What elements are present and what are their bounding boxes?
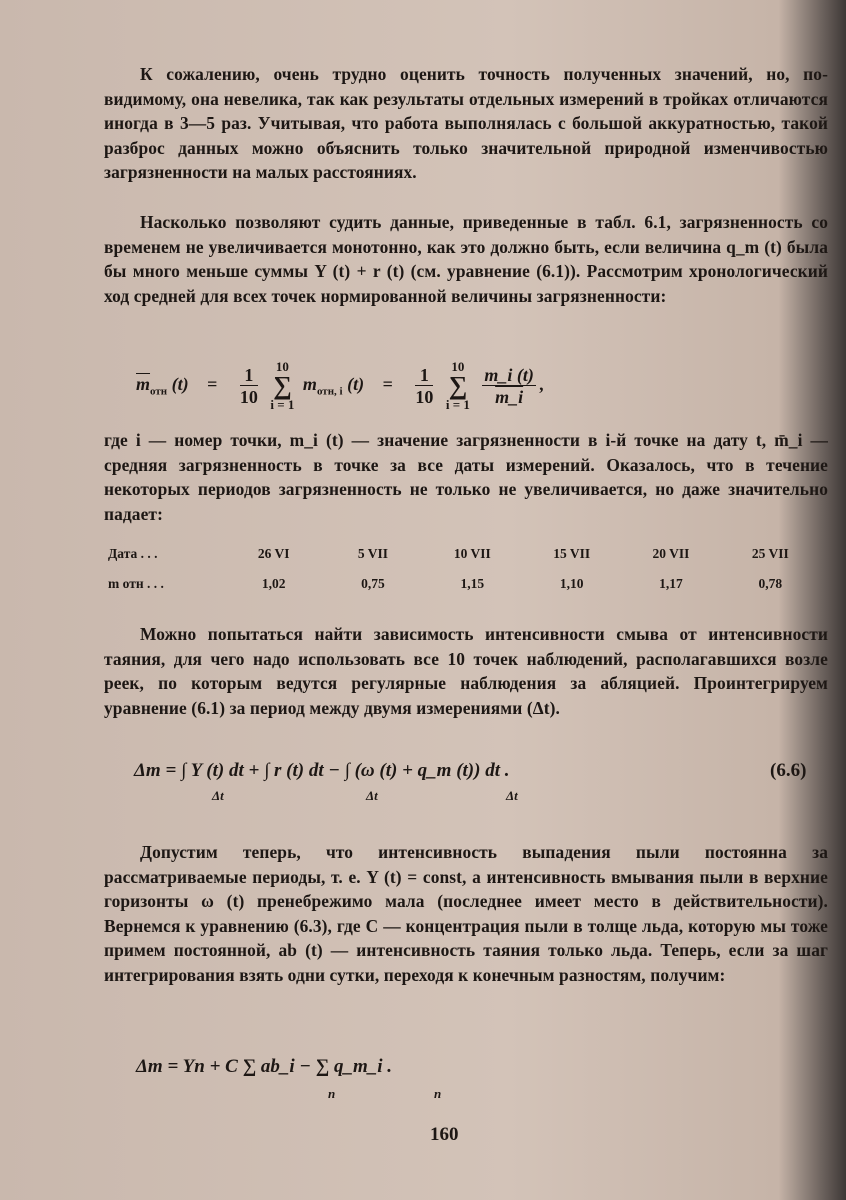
eq-term1-arg: (t) [347,374,365,395]
paragraph-5 [104,840,828,988]
eq-frac2-num: 1 [415,365,433,386]
eq-frac2-den: 10 [415,386,434,407]
table-cell: 25 VII [751,546,789,561]
final-equation-text: Δm = Yn + C ∑ ab_i − ∑ q_m_i . [136,1056,393,1077]
eq-frac-3 [482,365,536,408]
integral-limit-3: Δt [506,788,518,803]
sum-limit-2: n [434,1086,442,1101]
paragraph-2-text: Насколько позволяют судить данные, приведенные в табл. 6.1, загрязненность со временем не увеличивается монотонно, как это должно быть, если величина q_m (t) была бы много меньше суммы Y (t) + r (t) (см. уравнение (6.1)). Рассмотрим хронологический ход средней для всех точек нормированной величины загрязненности: [104,212,828,306]
table-cell: 0,75 [361,576,385,591]
sum-top: 10 [275,359,289,374]
integral-limit-2: Δt [366,788,378,803]
table-cell: 10 VII [453,546,491,561]
equation-6-6 [134,760,518,803]
table-cell: 1,17 [659,576,683,591]
contamination-table [108,546,820,606]
table-cell: 15 VII [553,546,591,561]
eq-frac3-den: m_i [495,386,524,407]
table-cell: 26 VI [257,546,290,561]
paragraph-5-text: Допустим теперь, что интенсивность выпадения пыли постоянна за рассматриваемые периоды, т. е. Y (t) = const, а интенсивность вмывания пыли в верхние горизонты ω (t) пренебрежимо мала (последнее имеет место в действительности). Вернемся к уравнению (6.3), где C — концентрация пыли в толще льда, которую мы тоже примем постоянной, ab (t) — интенсивность таяния только льда. Теперь, если за шаг интегрирования взять одни сутки, переходя к конечным разностям, получим: [104,842,828,985]
eq-lhs: $\overline{m}$ [136,374,151,395]
paragraph-4 [104,622,828,720]
eq-lhs-sub: отн [150,385,168,398]
eq-term1: m [302,374,317,395]
sum-limit-1: n [328,1086,336,1101]
table-cell: 1,10 [559,576,584,591]
table-row-values [108,576,820,606]
paragraph-3-text: где i — номер точки, m_i (t) — значение загрязненности в i-й точке на дату t, m̄_i — средняя загрязненность в точке за все даты измерений. Оказалось, что в течение некоторых периодов загрязненность не только не увеличивается, но даже значительно падает: [104,430,828,524]
integral-limit-1: Δt [212,788,224,803]
eq-lhs-arg: (t) [171,374,189,395]
table-row-label: Дата . . . [108,546,158,561]
eq-sign-2: = [382,374,393,395]
table-cell: 1,02 [261,576,286,591]
table-row-label: m отн . . . [108,576,164,591]
eq-term1-sub: отн, i [316,385,343,398]
table-cell: 5 VII [357,546,389,561]
sum2-top: 10 [451,359,465,374]
eq-frac3-num: m_i (t) [484,364,534,385]
table-cell: 1,15 [460,576,485,591]
page-number: 160 [430,1124,459,1145]
eq-frac-2 [415,365,433,408]
table-row-dates [108,546,820,576]
paragraph-3 [104,428,828,526]
eq-frac-num: 1 [240,365,258,386]
table-cell: 0,78 [758,576,783,591]
table-cell: 20 VII [652,546,690,561]
paragraph-1-text: К сожалению, очень трудно оценить точность полученных значений, но, по-видимому, она невелика, так как результаты отдельных измерений в тройках отличаются иногда в 3—5 раз. Учитывая, что работа выполнялась с большой аккуратностью, такой разброс данных можно объяснить только значительной природной изменчивостью загрязненности на малых расстояниях. [104,64,828,183]
sum2-bottom: i = 1 [445,397,470,412]
paragraph-2 [104,210,828,308]
final-equation [136,1056,442,1101]
equation-number: (6.6) [770,760,807,781]
paragraph-4-text: Можно попытаться найти зависимость интенсивности смыва от интенсивности таяния, для чего надо использовать все 10 точек наблюдений, располагавшихся возле реек, по которым ведутся регулярные наблюдения за абляцией. Проинтегрируем уравнение (6.1) за период между двумя измерениями (Δt). [104,624,828,718]
eq-sum-2: 10 ∑ i = 1 [445,359,470,412]
equation-6-6-text: Δm = ∫ Y (t) dt + ∫ r (t) dt − ∫ (ω (t) + q_m (t)) dt . [134,760,510,781]
sum-bottom: i = 1 [270,397,295,412]
eq-sum-1: 10 ∑ i = 1 [270,359,295,412]
eq-sign-1: = [207,374,218,395]
paragraph-1 [104,62,828,185]
mean-normalized-equation: $\overline{m}_{отн}$ (t) = $\frac{1}{10}$ 10 ∑ i = 1 $m_{отн, i}$ (t) = $\frac{1}{10}$ 10 ∑ i = 1 $\frac{m\_i (t)}{m\_i}$ , [136,359,545,412]
eq-frac-den: 10 [239,386,258,407]
eq-frac-1 [240,365,258,408]
